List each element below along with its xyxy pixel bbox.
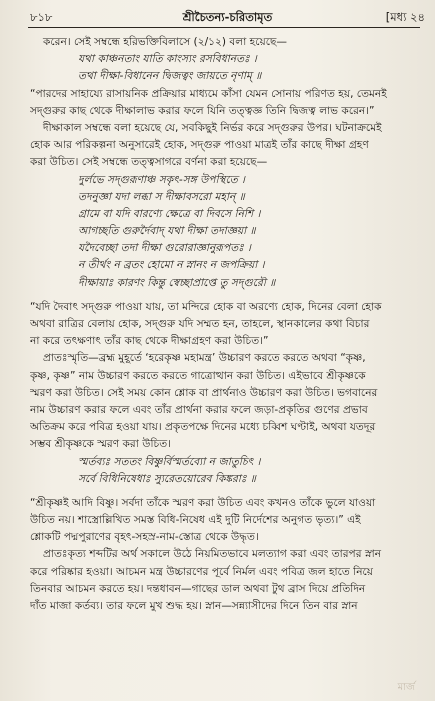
text-line: অতিক্রম করে পবিত্র হওয়া যায়। প্রকৃতপক্ষে দিনের মধ্যে চব্বিশ ঘণ্টাই, অথবা যতদূর bbox=[30, 421, 376, 434]
text-line: উচিত নয়। শাস্ত্রোল্লিখিত সমস্ত বিধি-নিষেধ এই দুটি নির্দেশের অনুগত ভৃত্য।” এই bbox=[30, 514, 361, 527]
text-line: সম্ভব শ্রীকৃষ্ণকে স্মরণ করা উচিত। bbox=[30, 438, 171, 451]
header-rule bbox=[28, 27, 420, 28]
verse-line: দুর্লভে সদ্গুরূণাঞ্চ সকৃৎ-সঙ্গ উপস্থিতে । bbox=[78, 173, 245, 186]
chapter-ref: [মধ্য ২৪ bbox=[385, 10, 425, 24]
text-line: স্মরণ করা উচিত। সেই সময় কোন শ্লোক বা প্রার্থনাও উচ্চারণ করা উচিত। ভগবানের bbox=[30, 386, 378, 399]
text-line: করেন। সেই সম্বন্ধে হরিভক্তিবিলাসে (২/১২) বলা হয়েছে— bbox=[43, 36, 287, 48]
verse-line: দীক্ষায়াঃ কারণং কিন্তু স্বেচ্ছাপ্রাপ্তে তু সদ্গুরৌ ॥ bbox=[78, 276, 276, 289]
text-line: “শ্রীকৃষ্ণই আদি বিষ্ণু। সর্বদা তাঁকে স্মরণ করা উচিত এবং কখনও তাঁকে ভুলে যাওয়া bbox=[30, 496, 376, 509]
verse-line: যথা কাঞ্চনতাং যাতি কাংস্যং রসবিধানতঃ । bbox=[78, 53, 257, 66]
verse-line: গ্রামে বা যদি বারণ্যে ক্ষেত্রে বা দিবসে নিশি । bbox=[78, 207, 261, 220]
verse-line: আগচ্ছতি গুরুর্দৈবাদ্‌ যথা দীক্ষা তদাজ্ঞয়া ॥ bbox=[78, 225, 256, 238]
text-line: করা উচিত। সেই সম্বন্ধে তত্ত্বসাগরে বর্ণনা করা হয়েছে— bbox=[30, 156, 268, 169]
text-line: শ্লোকটি পদ্মপুরাণের বৃহৎ-সহস্র-নাম-স্তোত্র থেকে উদ্ধৃত। bbox=[30, 531, 259, 544]
text-line: তিনবার আচমন করতে হয়। দন্তধাবন—গাছের ডাল অথবা টুথ ব্রাস দিয়ে প্রতিদিন bbox=[30, 582, 366, 595]
page-number: ৮১৮ bbox=[30, 10, 53, 24]
text-line: নাম উচ্চারণ করার ফলে এবং তাঁর প্রার্থনা করার ফলে জড়া-প্রকৃতির গুণের প্রভাব bbox=[30, 403, 368, 416]
text-line: করে পরিষ্কার হওয়া। আচমন মন্ত্র উচ্চারণের পূর্বে নির্মল এবং পবিত্র জল হাতে নিয়ে bbox=[30, 565, 374, 578]
text-line: “পারদের সাহায্যে রাসায়নিক প্রক্রিয়ার মাধ্যমে কাঁসা যেমন সোনায় পরিণত হয়, তেমনই bbox=[30, 87, 387, 100]
text-line: সদ্গুরুর কাছ থেকে দীক্ষালাভ করার ফলে যিনি তত্ত্বজ্ঞ তিনি দ্বিজত্ব লাভ করেন।” bbox=[30, 104, 375, 117]
watermark: মার্জ bbox=[397, 682, 415, 693]
text-line: হোক আর পরিকল্পনা অনুসারেই হোক, সদ্গুরু পাওয়া মাত্রই তাঁর কাছে দীক্ষা গ্রহণ bbox=[30, 139, 369, 152]
text-line: দাঁত মাজা কর্তব্য। তার ফলে মুখ শুদ্ধ হয়। স্নান—সন্ন্যাসীদের দিনে তিন বার স্নান bbox=[30, 600, 358, 612]
text-line: অথবা রাত্রির বেলায় হোক, সদ্গুরু যদি সম্মত হন, তাহলে, স্থানকালের কথা বিচার bbox=[30, 318, 370, 330]
verse-line: ন তীর্থং ন ব্রতং হোমো ন স্নানং ন জপক্রিয়া । bbox=[78, 259, 265, 272]
text-line: না করে তৎক্ষণাৎ তাঁর কাছ থেকে দীক্ষাগ্রহণ করা উচিত।” bbox=[30, 335, 269, 348]
verse-line: তদনুজ্ঞা যদা লব্ধা স দীক্ষাবসরো মহান্‌ ॥ bbox=[78, 190, 245, 203]
text-line: কৃষ্ণ, কৃষ্ণ” নাম উচ্চারণ করতে করতে গাত্রোত্থান করা উচিত। এইভাবে শ্রীকৃষ্ণকে bbox=[30, 369, 366, 382]
text-line: দীক্ষাকাল সম্বন্ধে বলা হয়েছে যে, সবকিছুই নির্ভর করে সদ্গুরুর উপর। ঘটনাক্রমেই bbox=[43, 121, 382, 134]
verse-line: যদৈবেচ্ছা তদা দীক্ষা গুরোরাজ্ঞানুরূপতঃ । bbox=[78, 242, 251, 255]
page-header bbox=[30, 5, 425, 27]
verse-line: স্মর্তব্যঃ সততং বিষ্ণুর্বিস্মর্তব্যো ন জাতুচিৎ । bbox=[78, 455, 261, 468]
text-line: প্রাতঃস্মৃতি—ব্রহ্ম মুহূর্তে ‘হরেকৃষ্ণ মহামন্ত্র’ উচ্চারণ করতে করতে অথবা “কৃষ্ণ, bbox=[43, 352, 366, 365]
text-line: প্রাতঃকৃত্য শব্দটির অর্থ সকালে উঠে নিয়মিতভাবে মলত্যাগ করা এবং তারপর স্নান bbox=[43, 548, 382, 561]
running-title: শ্রীচৈতন্য-চরিতামৃত bbox=[182, 10, 273, 24]
text-line: “যদি দৈবাৎ সদ্গুরু পাওয়া যায়, তা মন্দিরে হোক বা অরণ্যে হোক, দিনের বেলা হোক bbox=[30, 300, 382, 313]
verse-line: সর্বে বিধিনিষেধাঃ স্যুরেতয়োরেব কিঙ্করাঃ ॥ bbox=[78, 472, 256, 485]
body-text bbox=[30, 34, 420, 615]
verse-line: তথা দীক্ষা-বিধানেন দ্বিজত্বং জায়তে নৃণাম্‌ ॥ bbox=[78, 70, 262, 83]
